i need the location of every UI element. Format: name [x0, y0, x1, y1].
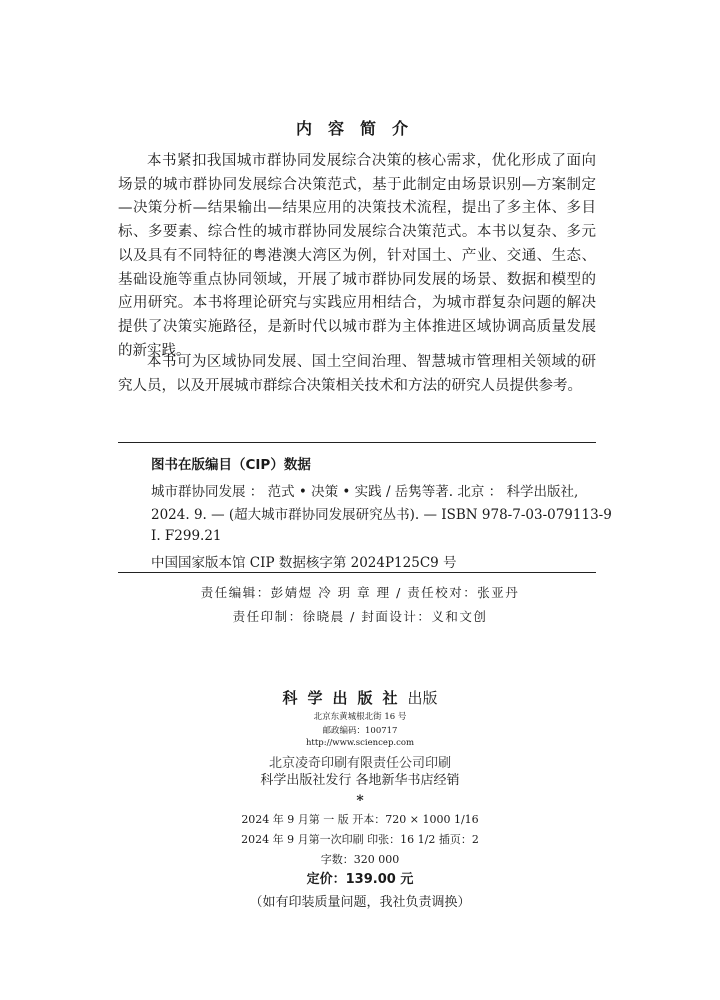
word-count: 字数：320 000	[320, 853, 400, 866]
cip-top-rule	[118, 442, 596, 443]
cip-line-4: 中国国家版本馆 CIP 数据核字第 2024P125C9 号	[151, 555, 457, 571]
publisher-line	[0, 687, 720, 708]
publisher-name: 科学出版社	[282, 689, 408, 707]
intro-paragraph-1: 本书紧扣我国城市群协同发展综合决策的核心需求，优化形成了面向场景的城市群协同发展综合决策范式，基于此制定由场景识别—方案制定—决策分析—结果输出—结果应用的决策技术流程，提出了多主体、多目标、多要素、综合性的城市群协同发展综合决策范式。本书以复杂、多元以及具有不同特征的粤港澳大湾区为例，针对国土、产业、交通、生态、基础设施等重点协同领域，开展了城市群协同发展的场景、数据和模型的应用研究。本书将理论研究与实践应用相结合，为城市群复杂问题的解决提供了决策实施路径，是新时代以城市群为主体推进区域协调高质量发展的新实践。	[118, 153, 596, 359]
printer-line: 北京凌奇印刷有限责任公司印刷	[268, 756, 451, 771]
cip-bottom-rule	[118, 572, 596, 573]
edition-line-1: 2024 年 9 月第 一 版 开本：720 × 1000 1/16	[241, 813, 479, 826]
cip-line-3: Ⅰ. F299.21	[151, 528, 222, 544]
separator-star: *	[356, 793, 364, 809]
quality-note: （如有印装质量问题，我社负责调换）	[249, 895, 471, 910]
production-credits: 责任印制：徐晓晨 / 封面设计：义和文创	[232, 609, 488, 624]
publisher-url: http://www.sciencep.com	[305, 738, 415, 748]
cip-heading: 图书在版编目（CIP）数据	[151, 457, 311, 473]
cip-line-2: 2024. 9. — (超大城市群协同发展研究丛书). — ISBN 978-7-03-079113-9	[151, 507, 612, 523]
publisher-address: 北京东黄城根北街 16 号	[313, 712, 407, 722]
publisher-suffix: 出版	[407, 689, 438, 707]
page-title: 内容简介	[295, 119, 424, 138]
cip-line-1: 城市群协同发展 ： 范式 • 决策 • 实践 / 岳隽等著. 北京 ： 科学出版社,	[151, 484, 579, 500]
editor-credits: 责任编辑：彭婧煜 冷 玥 章 理 / 责任校对：张亚丹	[200, 585, 520, 600]
distribution-line: 科学出版社发行 各地新华书店经销	[260, 773, 460, 788]
publisher-postcode: 邮政编码：100717	[322, 726, 398, 736]
edition-line-2: 2024 年 9 月第一次印刷 印张：16 1/2 插页：2	[241, 833, 479, 846]
price: 定价：139.00 元	[306, 872, 414, 887]
intro-paragraph-2: 本书可为区域协同发展、国土空间治理、智慧城市管理相关领域的研究人员，以及开展城市群综合决策相关技术和方法的研究人员提供参考。	[118, 354, 596, 394]
